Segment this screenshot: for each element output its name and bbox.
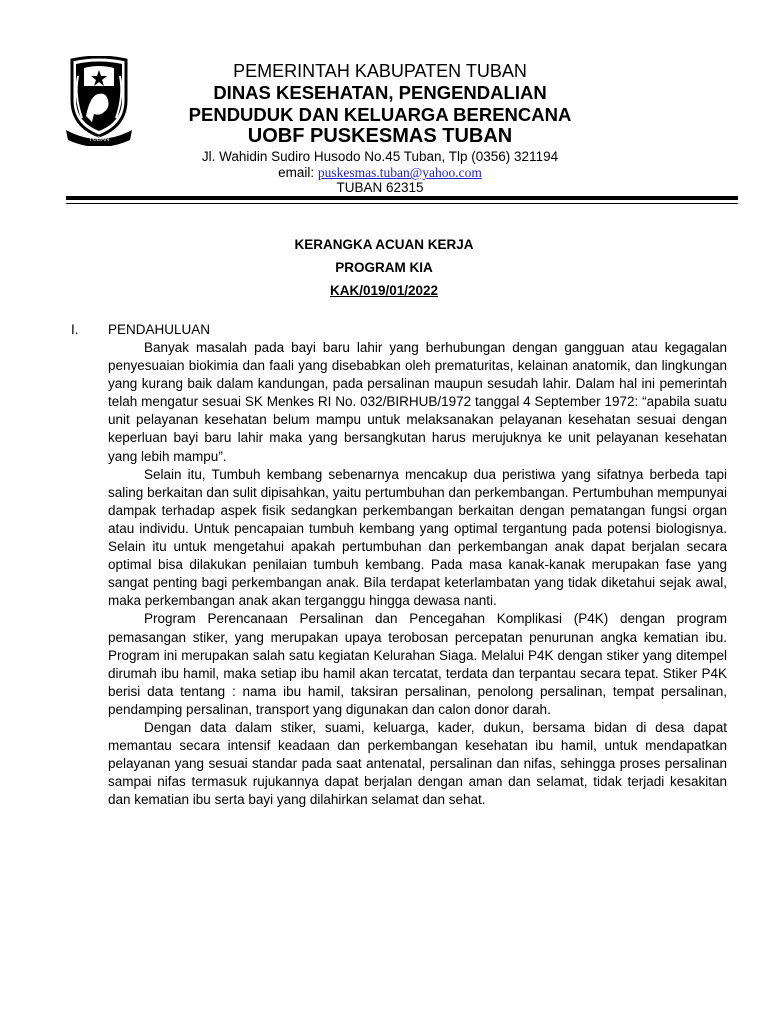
paragraph: Banyak masalah pada bayi baru lahir yang berhubungan dengan gangguan atau kegagalan penyesuaian biokimia dan faali yang disebabkan oleh prematuritas, kelainan anatomik, dan lingkungan yang kurang baik dalam kandungan, pada persalinan maupun sesudah lahir. Dalam hal ini pemerintah telah mengatur sesuai SK Menkes RI No. 032/BIRHUB/1972 tanggal 4 September 1972: “apabila suatu unit pelayanan kesehatan belum mampu untuk melaksanakan pelayanan kesehatan sesuai dengan keperluan bayi baru lahir maka yang bersangkutan harus merujuknya ke unit pelayanan kesehatan yang lebih mampu”. — [108, 340, 727, 464]
section-number: I. — [71, 322, 79, 337]
letterhead-email-line — [150, 165, 610, 181]
email-link[interactable]: puskesmas.tuban@yahoo.com — [317, 165, 482, 180]
letterhead-city: TUBAN 62315 — [336, 180, 424, 195]
program-title: PROGRAM KIA — [335, 260, 433, 275]
document-title: KERANGKA ACUAN KERJA — [294, 237, 474, 252]
section-heading-row — [71, 320, 727, 339]
letterhead — [0, 0, 768, 212]
paragraph: Program Perencanaan Persalinan dan Pencegahan Komplikasi (P4K) dengan program pemasangan stiker, yang merupakan upaya terobosan percepatan penurunan angka kematian ibu. Program ini merupakan salah satu kegiatan Kelurahan Siaga. Melalui P4K dengan stiker yang ditempel dirumah ibu hamil, maka setiap ibu hamil akan tercatat, terdata dan terpantau secara tepat. Stiker P4K berisi data tentang : nama ibu hamil, taksiran persalinan, penolong persalinan, tempat persalinan, pendamping persalinan, transport yang digunakan dan calon donor darah. — [108, 611, 727, 717]
email-label: email: — [278, 165, 318, 180]
letterhead-divider-thick — [66, 196, 738, 200]
letterhead-divider-thin — [66, 203, 738, 204]
section-introduction — [71, 320, 727, 809]
tuban-regency-emblem-icon — [64, 56, 134, 146]
section-heading: PENDAHULUAN — [108, 322, 211, 337]
letterhead-address: Jl. Wahidin Sudiro Husodo No.45 Tuban, Tlp (0356) 321194 — [201, 149, 559, 164]
letterhead-institution: UOBF PUSKESMAS TUBAN — [247, 125, 513, 147]
paragraph: Dengan data dalam stiker, suami, keluarga, kader, dukun, bersama bidan di desa dapat memantau secara intensif keadaan dan perkembangan kesehatan ibu hamil, untuk mendapatkan pelayanan yang sesuai standar pada saat antenatal, persalinan dan nifas, sehingga proses persalinan sampai nifas termasuk rujukannya dapat berjalan dengan aman dan selamat, tidak terjadi kesakitan dan kematian ibu serta bayi yang dilahirkan selamat dan sehat. — [108, 719, 727, 808]
emblem-label: TUBAN — [88, 137, 110, 143]
letterhead-government: PEMERINTAH KABUPATEN TUBAN — [233, 61, 527, 81]
document-titles — [0, 233, 768, 302]
document-number: KAK/019/01/2022 — [329, 283, 439, 298]
letterhead-department-cont: PENDUDUK DAN KELUARGA BERENCANA — [188, 104, 572, 125]
paragraph: Selain itu, Tumbuh kembang sebenarnya mencakup dua peristiwa yang sifatnya berbeda tapi saling berkaitan dan sulit dipisahkan, yaitu pertumbuhan dan perkembangan. Pertumbuhan mempunyai dampak terhadap aspek fisik sedangkan perkembangan berkaitan dengan pematangan fungsi organ atau individu. Untuk pencapaian tumbuh kembang yang optimal tergantung pada potensi biologisnya. Selain itu untuk mengetahui apakah pertumbuhan dan perkembangan anak dapat berjalan secara optimal bisa dilakukan penilaian tumbuh kembang. Pada masa kanak-kanak merupakan fase yang sangat penting bagi perkembangan anak. Bila terdapat keterlambatan yang tidak diketahui sejak awal, maka perkembangan anak akan terganggu hingga dewasa nanti. — [108, 466, 727, 609]
section-body — [71, 339, 727, 809]
letterhead-department: DINAS KESEHATAN, PENGENDALIAN — [213, 82, 547, 103]
